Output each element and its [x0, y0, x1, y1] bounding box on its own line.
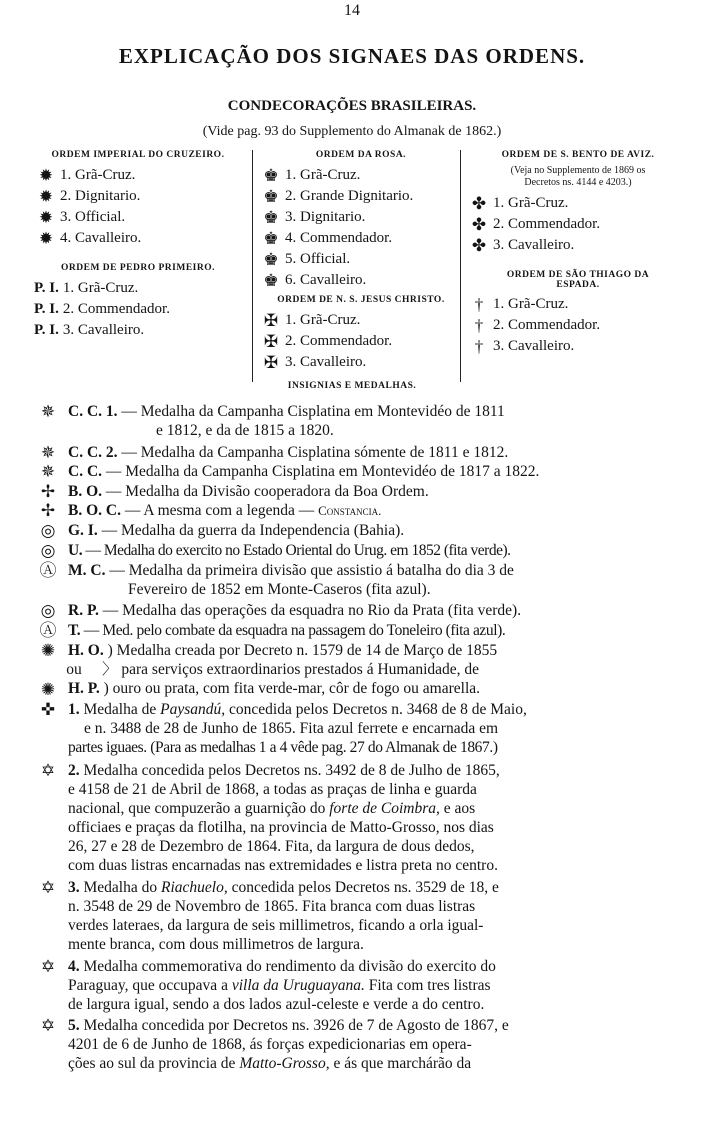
rose-badge-icon: ♚ [263, 250, 279, 269]
rose-badge-icon: ♚ [263, 271, 279, 290]
list-item: ♚ 1. Grã-Cruz. [259, 165, 463, 186]
list-item: P. I. 1. Grã-Cruz. [34, 280, 139, 296]
round-medal-icon: ◎ [40, 521, 56, 540]
round-medal-icon: ◎ [40, 601, 56, 620]
medal-entry: ✵ C. C. 1. — Medalha da Campanha Cisplatina em Montevidéo de 1811 e 1812, e da de 1815 a 1820. [36, 402, 676, 440]
medal-entry: ✡ 4. Medalha commemorativa do rendimento da divisão do exercito do Paraguay, que occupava a villa da Uruguayana. Fita com tres listras de largura igual, sendo a dos lados azul-celeste e verde a do centro. [36, 957, 676, 1014]
cruzeiro-star-icon: ✹ [38, 166, 54, 185]
medal-entry: ✢ B. O. — Medalha da Divisão cooperadora da Boa Ordem. [36, 482, 676, 501]
order-thiago-heading: ORDEM DE SÃO THIAGO DA [506, 270, 650, 280]
medal-entry: ✡ 2. Medalha concedida pelos Decretos ns. 3492 de 8 de Julho de 1865, e 4158 de 21 de Abril de 1868, a todas as praças de linha e guarda nacional, que compuzerão a guarnição do forte de Coimbra, e aos officiaes e praças da flotilha, na provincia de Matto-Grosso, nos dias 26, 27 e 28 de Dezembro de 1864. Fita, da largura de dous dedos, com duas listras encarnadas nas extremidades e listra preta no centro. [36, 761, 676, 875]
rose-badge-icon: ♚ [263, 229, 279, 248]
list-item: ✠ 3. Cavalleiro. [259, 352, 463, 373]
page-title: EXPLICAÇÃO DOS SIGNAES DAS ORDENS. [118, 44, 586, 68]
aviz-note: (Veja no Supplemento de 1869 os Decretos ns. 4144 e 4203.) [510, 165, 646, 188]
list-item: † 1. Grã-Cruz. [467, 294, 689, 315]
cruzeiro-star-icon: ✹ [38, 208, 54, 227]
order-aviz-heading: ORDEM DE S. BENTO DE AVIZ. [501, 150, 655, 160]
reference-note: (Vide pag. 93 do Supplemento do Almanak de 1862.) [202, 124, 502, 139]
christ-cross-icon: ✠ [263, 332, 279, 351]
medal-entry: ✵ C. C. — Medalha da Campanha Cisplatina em Montevidéo de 1817 a 1822. [36, 462, 676, 481]
round-medal-icon: ◎ [40, 541, 56, 560]
column-middle [252, 150, 463, 382]
sword-cross-icon: † [474, 337, 484, 356]
list-item: ✠ 1. Grã-Cruz. [259, 310, 463, 331]
cross-medal-icon: ✢ [40, 482, 56, 501]
list-item: ✠ 2. Commendador. [259, 331, 463, 352]
medal-entry: ✜ 1. Medalha de Paysandú, concedida pelos Decretos n. 3468 de 8 de Maio, e n. 3488 de 28 de Junho de 1865. Fita azul ferrete e encarnada em partes iguaes. (Para as medalhas 1 a 4 vêde pag. 27 do Almanak de 1867.) [36, 700, 676, 757]
medal-entry: ◎ G. I. — Medalha da guerra da Independencia (Bahia). [36, 521, 676, 540]
medal-entry: Ⓐ T. — Med. pelo combate da esquadra na passagem do Toneleiro (fita azul). [36, 621, 676, 640]
christ-cross-icon: ✠ [263, 353, 279, 372]
list-item: ♚ 5. Official. [259, 249, 463, 270]
round-medal-icon: Ⓐ [39, 561, 57, 580]
humanity-medal-icon: ✺ [40, 641, 56, 660]
star-medal-icon: ✵ [40, 462, 56, 481]
order-thiago-heading-2: ESPADA. [556, 280, 600, 290]
star-of-david-icon: ✡ [40, 957, 56, 976]
medal-entry: ✺ H. O. ) Medalha creada por Decreto n. 1579 de 14 de Março de 1855 ou 〉 para serviços extraordinarios prestados á Humanidade, de H. P. ) ouro ou prata, com fita verde-mar, côr de fogo ou amarella. [36, 641, 676, 698]
list-item: P. I. 3. Cavalleiro. [34, 322, 145, 338]
list-item: ✹ 2. Dignitario. [34, 186, 242, 207]
medal-entry: ◎ R. P. — Medalha das operações da esquadra no Rio da Prata (fita verde). [36, 601, 676, 620]
star-of-david-icon: ✡ [40, 878, 56, 897]
medal-entry: ✡ 3. Medalha do Riachuelo, concedida pelos Decretos ns. 3529 de 18, e n. 3548 de 29 de Novembro de 1865. Fita branca com duas listras verdes lateraes, da largura de seis millimetros, ficando a orla igual- mente branca, com dous millimetros de largura. [36, 878, 676, 954]
star-medal-icon: ✵ [40, 443, 56, 462]
star-of-david-icon: ✡ [40, 761, 56, 780]
list-item: ♚ 4. Commendador. [259, 228, 463, 249]
medal-entry: ✢ B. O. C. — A mesma com a legenda — Constancia. [36, 501, 676, 520]
list-item: ♚ 2. Grande Dignitario. [259, 186, 463, 207]
section-subtitle: CONDECORAÇÕES BRASILEIRAS. [227, 98, 477, 114]
list-item: † 2. Commendador. [467, 315, 689, 336]
list-item: ✤ 2. Commendador. [467, 214, 689, 235]
rose-badge-icon: ♚ [263, 187, 279, 206]
medal-entry: Ⓐ M. C. — Medalha da primeira divisão que assistio á batalha do dia 3 de Fevereiro de 1852 em Monte-Caseros (fita azul). [36, 561, 676, 599]
medal-entry: ✡ 5. Medalha concedida por Decretos ns. 3926 de 7 de Agosto de 1867, e 4201 de 6 de Junho de 1868, ás forças expedicionarias em opera- ções ao sul da provincia de Matto-Grosso, e ás que marchárão da [36, 1016, 676, 1073]
aviz-cross-icon: ✤ [471, 215, 487, 234]
rose-badge-icon: ♚ [263, 208, 279, 227]
column-right [460, 150, 689, 382]
sword-cross-icon: † [474, 316, 484, 335]
list-item: † 3. Cavalleiro. [467, 336, 689, 357]
list-item: ✤ 3. Cavalleiro. [467, 235, 689, 256]
cruzeiro-star-icon: ✹ [38, 229, 54, 248]
aviz-cross-icon: ✤ [471, 236, 487, 255]
order-cruzeiro-heading: ORDEM IMPERIAL DO CRUZEIRO. [51, 150, 225, 160]
list-item: ✹ 1. Grã-Cruz. [34, 165, 242, 186]
paysandu-medal-icon: ✜ [40, 700, 56, 719]
rose-badge-icon: ♚ [263, 166, 279, 185]
order-cristo-heading: ORDEM DE N. S. JESUS CHRISTO. [277, 295, 445, 305]
list-item: ♚ 3. Dignitario. [259, 207, 463, 228]
order-rosa-heading: ORDEM DA ROSA. [315, 150, 407, 160]
page-number: 14 [344, 2, 360, 19]
round-medal-icon: Ⓐ [39, 621, 57, 640]
list-item: ✹ 4. Cavalleiro. [34, 228, 242, 249]
list-item: ✤ 1. Grã-Cruz. [467, 193, 689, 214]
medal-entry: ◎ U. — Medalha do exercito no Estado Oriental do Urug. em 1852 (fita verde). [36, 541, 676, 560]
cross-medal-icon: ✢ [40, 501, 56, 520]
column-left [34, 150, 242, 341]
insignias-heading: INSIGNIAS E MEDALHAS. [287, 381, 417, 391]
order-pedro-heading: ORDEM DE PEDRO PRIMEIRO. [61, 263, 215, 273]
cruzeiro-star-icon: ✹ [38, 187, 54, 206]
list-item: ♚ 6. Cavalleiro. [259, 270, 463, 291]
aviz-cross-icon: ✤ [471, 194, 487, 213]
star-medal-icon: ✵ [40, 402, 56, 421]
list-item: ✹ 3. Official. [34, 207, 242, 228]
medal-entry: ✵ C. C. 2. — Medalha da Campanha Cisplatina sómente de 1811 e 1812. [36, 443, 676, 462]
sword-cross-icon: † [474, 295, 484, 314]
star-of-david-icon: ✡ [40, 1016, 56, 1035]
list-item: P. I. 2. Commendador. [34, 301, 170, 317]
christ-cross-icon: ✠ [263, 311, 279, 330]
